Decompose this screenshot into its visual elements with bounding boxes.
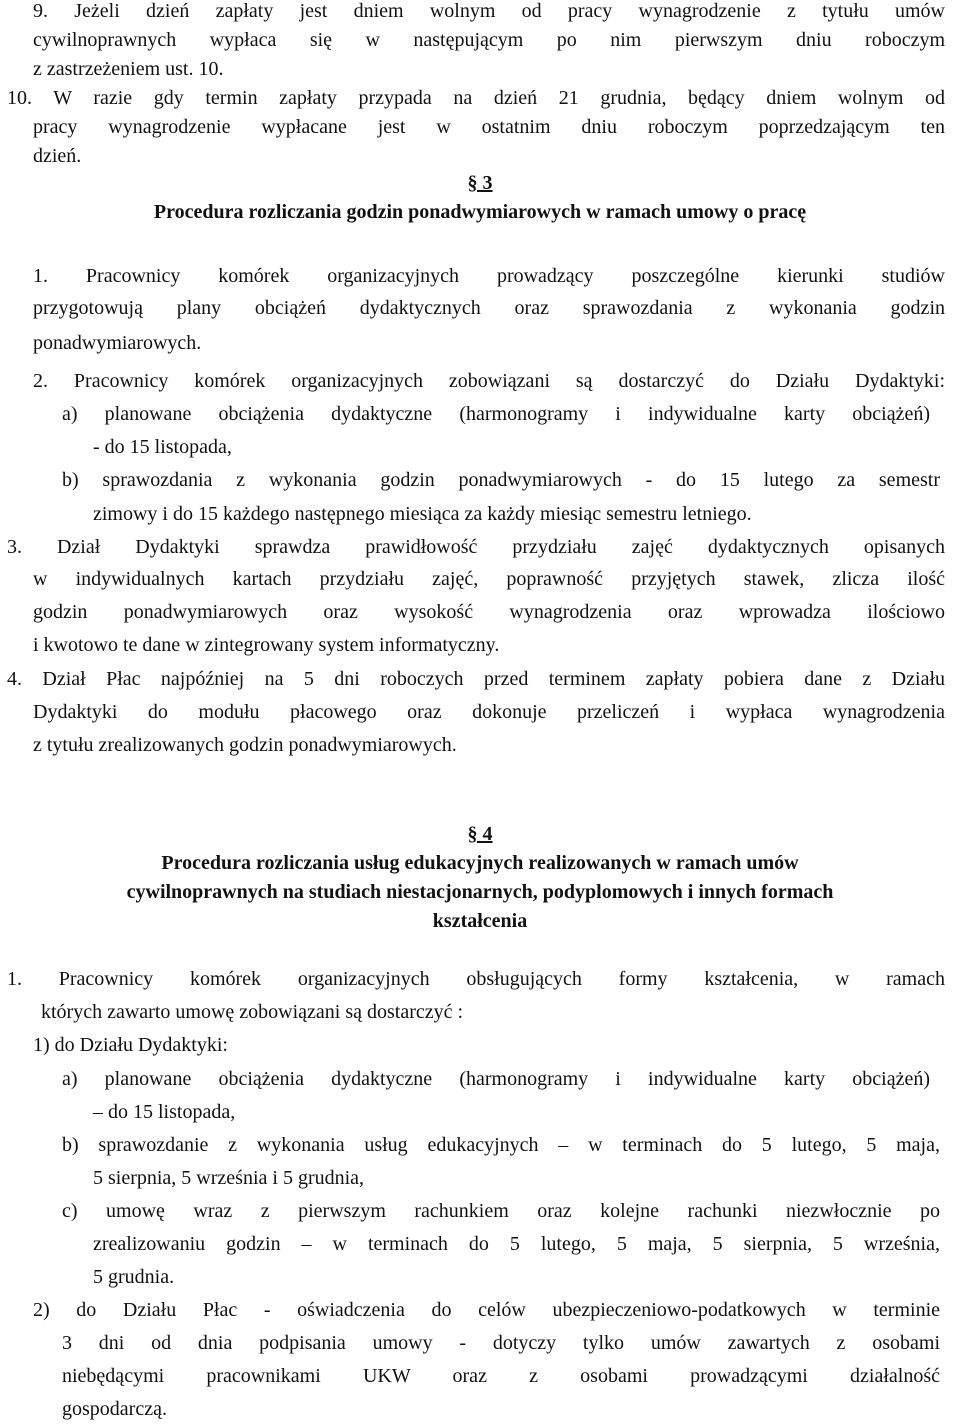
section-4-symbol: § 4 [467, 823, 493, 845]
section-3-symbol: § 3 [467, 172, 493, 194]
section-3-item-2a-line-2: - do 15 listopada, [93, 436, 232, 458]
section-4-item-1-2-line-1: 2) do Działu Płac - oświadczenia do celów ubezpieczeniowo-podatkowych w terminie [33, 1299, 940, 1321]
section-3-item-2b-line-1: b) sprawozdania z wykonania godzin ponadwymiarowych - do 15 lutego za semestr [62, 469, 940, 491]
section-4-title-line-2: cywilnoprawnych na studiach niestacjonarnych, podyplomowych i innych formach [126, 881, 834, 903]
paragraph-10-line-2: pracy wynagrodzenie wypłacane jest w ostatnim dniu roboczym poprzedzającym ten [33, 116, 945, 138]
section-4-title-line-3: kształcenia [432, 910, 528, 932]
section-3-item-1-line-3: ponadwymiarowych. [33, 332, 202, 354]
paragraph-9-line-1: 9. Jeżeli dzień zapłaty jest dniem wolnym od pracy wynagrodzenie z tytułu umów [33, 0, 945, 22]
section-4-item-1-line-2: których zawarto umowę zobowiązani są dostarczyć : [41, 1001, 464, 1023]
section-3-item-1-line-1: 1. Pracownicy komórek organizacyjnych prowadzący poszczególne kierunki studiów [33, 265, 945, 287]
section-3-item-4-line-1: 4. Dział Płac najpóźniej na 5 dni roboczych przed terminem zapłaty pobiera dane z Działu [7, 668, 945, 690]
section-4-item-1-2-line-2: 3 dni od dnia podpisania umowy - dotyczy tylko umów zawartych z osobami [62, 1332, 940, 1354]
section-3-item-3-line-3: godzin ponadwymiarowych oraz wysokość wynagrodzenia oraz wprowadza ilościowo [33, 601, 945, 623]
section-3-item-2b-line-2: zimowy i do 15 każdego następnego miesiąca za każdy miesiąc semestru letniego. [93, 503, 752, 525]
section-3-item-2-line-1: 2. Pracownicy komórek organizacyjnych zobowiązani są dostarczyć do Działu Dydaktyki: [33, 370, 945, 392]
section-3-item-3-line-4: i kwotowo te dane w zintegrowany system informatyczny. [33, 634, 500, 656]
section-3-item-2a-line-1: a) planowane obciążenia dydaktyczne (harmonogramy i indywidualne karty obciążeń) [62, 403, 930, 425]
section-4-item-1-1a-line-1: a) planowane obciążenia dydaktyczne (harmonogramy i indywidualne karty obciążeń) [62, 1068, 930, 1090]
section-4-item-1-1a-line-2: – do 15 listopada, [93, 1101, 236, 1123]
section-4-item-1-1: 1) do Działu Dydaktyki: [33, 1034, 228, 1056]
paragraph-10-line-3: dzień. [33, 145, 82, 167]
section-3-item-3-line-1: 3. Dział Dydaktyki sprawdza prawidłowość przydziału zajęć dydaktycznych opisanych [7, 536, 945, 558]
section-4-item-1-2-line-3: niebędącymi pracownikami UKW oraz z osobami prowadzącymi działalność [62, 1365, 940, 1387]
section-4-item-1-1c-line-2: zrealizowaniu godzin – w terminach do 5 lutego, 5 maja, 5 sierpnia, 5 września, [93, 1233, 940, 1255]
paragraph-9-line-2: cywilnoprawnych wypłaca się w następującym po nim pierwszym dniu roboczym [33, 29, 945, 51]
section-3-item-4-line-3: z tytułu zrealizowanych godzin ponadwymiarowych. [33, 734, 457, 756]
section-4-item-1-line-1: 1. Pracownicy komórek organizacyjnych obsługujących formy kształcenia, w ramach [7, 968, 945, 990]
paragraph-10-line-1: 10. W razie gdy termin zapłaty przypada na dzień 21 grudnia, będący dniem wolnym od [7, 87, 945, 109]
section-4-item-1-1b-line-1: b) sprawozdanie z wykonania usług edukacyjnych – w terminach do 5 lutego, 5 maja, [62, 1134, 940, 1156]
section-3-item-4-line-2: Dydaktyki do modułu płacowego oraz dokonuje przeliczeń i wypłaca wynagrodzenia [33, 701, 945, 723]
section-3-title: Procedura rozliczania godzin ponadwymiarowych w ramach umowy o pracę [153, 201, 807, 223]
section-4-item-1-1c-line-3: 5 grudnia. [93, 1266, 175, 1288]
section-3-item-3-line-2: w indywidualnych kartach przydziału zajęć, poprawność przyjętych stawek, zlicza ilość [33, 568, 945, 590]
section-4-item-1-1c-line-1: c) umowę wraz z pierwszym rachunkiem oraz kolejne rachunki niezwłocznie po [62, 1200, 940, 1222]
section-4-item-1-1b-line-2: 5 sierpnia, 5 września i 5 grudnia, [93, 1167, 365, 1189]
section-4-item-1-2-line-4: gospodarczą. [62, 1398, 167, 1420]
section-4-title-line-1: Procedura rozliczania usług edukacyjnych realizowanych w ramach umów [161, 852, 799, 874]
section-3-item-1-line-2: przygotowują plany obciążeń dydaktycznych oraz sprawozdania z wykonania godzin [33, 297, 945, 319]
paragraph-9-line-3: z zastrzeżeniem ust. 10. [33, 58, 224, 80]
